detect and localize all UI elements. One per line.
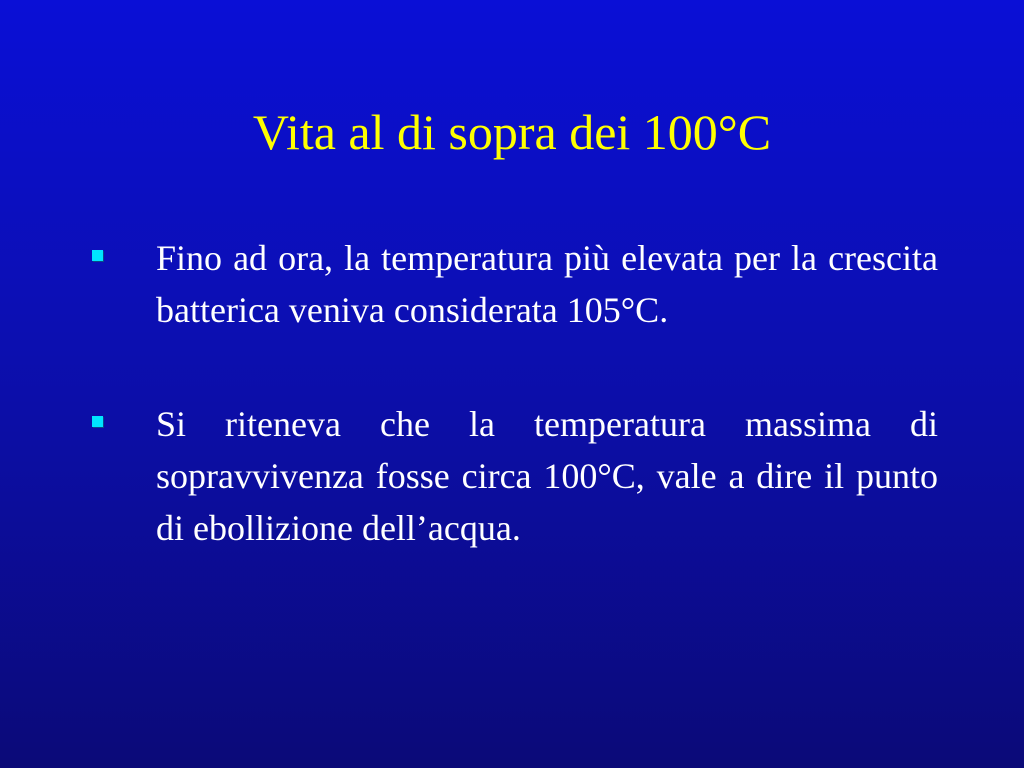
bullet-text: Si riteneva che la temperatura massima di sopravvivenza fosse circa 100°C, vale a dire il punto di ebollizione dell’acqua. — [156, 404, 938, 548]
square-bullet-icon — [92, 250, 103, 261]
bullet-item — [86, 232, 938, 336]
square-bullet-icon — [92, 416, 103, 427]
bullet-list — [86, 232, 938, 616]
bullet-item — [86, 398, 938, 554]
bullet-text: Fino ad ora, la temperatura più elevata per la crescita batterica veniva considerata 105°C. — [156, 238, 938, 330]
slide-title: Vita al di sopra dei 100°C — [252, 104, 772, 160]
